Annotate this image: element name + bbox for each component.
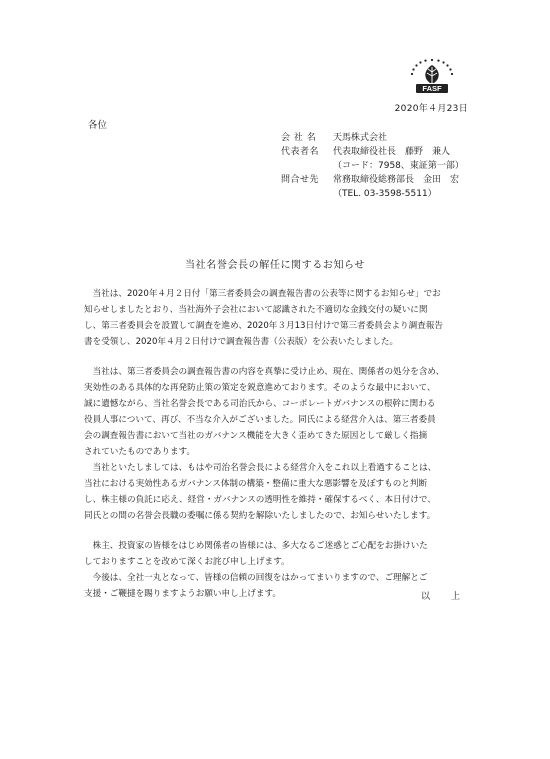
stock-code: （コード：7958、東証第一部） <box>333 161 464 171</box>
paragraph-1 <box>84 286 472 350</box>
tel-row <box>281 187 464 201</box>
fasf-logo <box>404 56 460 96</box>
addressee: 各位 <box>88 120 108 131</box>
representative-name: 代表取締役社長 藤野 兼人 <box>333 147 451 157</box>
contact-label: 問合せ先 <box>281 175 320 185</box>
sender-block <box>281 131 464 201</box>
contact-tel: （TEL. 03-3598-5511） <box>333 189 437 199</box>
company-label: 会 社 名 <box>281 133 317 143</box>
body-line: 当社といたしましては、もはや司治名誉会長による経営介入をこれ以上看過することは、 <box>84 463 437 473</box>
body-line: 株主、投資家の皆様をはじめ関係者の皆様には、多大なるご迷惑とご心配をお掛けいた <box>84 541 428 551</box>
body-line: 誠に遺憾ながら、当社名誉会長である司治氏から、コーポレートガバナンスの根幹に関わる <box>84 399 436 409</box>
body-line: 役員人事について、再び、不当な介入がございました。同氏による経営介入は、第三者委員 <box>84 415 436 425</box>
body-line: 会の調査報告書において当社のガバナンス機能を大きく歪めてきた原因として厳しく指摘 <box>84 431 428 441</box>
body-line: 支援・ご鞭撻を賜りますようお願い申し上げます。 <box>84 589 281 599</box>
company-name: 天馬株式会社 <box>333 133 388 143</box>
body-line: 当社における実効性あるガバナンス体制の構築・整備に重大な悪影響を及ぼすものと判断 <box>84 479 428 489</box>
code-row <box>281 159 464 173</box>
fasf-logo-icon <box>404 56 460 96</box>
document-body <box>84 286 472 602</box>
body-line: されていたものであります。 <box>84 447 196 457</box>
representative-label: 代表者名 <box>281 147 320 157</box>
release-date: 2020年４月23日 <box>394 104 468 114</box>
closing-mark: 以 上 <box>420 592 466 602</box>
contact-person: 常務取締役総務部長 金田 宏 <box>333 175 460 185</box>
body-line: 書を受領し、2020年４月２日付けで調査報告書（公表版）を公表いたしました。 <box>84 337 399 347</box>
paragraph-2 <box>84 364 472 524</box>
contact-row <box>281 173 464 187</box>
body-line: し、第三者委員会を設置して調査を進め、2020年３月13日付けで第三者委員会より調査報告 <box>84 321 444 331</box>
body-line: 同氏との間の名誉会長職の委嘱に係る契約を解除いたしましたので、お知らせいたします。 <box>84 511 436 521</box>
body-line: 実効性のある具体的な再発防止策の策定を鋭意進めております。そのような最中において、 <box>84 383 436 393</box>
body-line: しておりますことを改めて深くお詫び申し上げます。 <box>84 557 290 567</box>
body-line: 今後は、全社一丸となって、皆様の信頼の回復をはかってまいりますので、ご理解とご <box>84 573 428 583</box>
paragraph-gap <box>84 524 472 538</box>
document-title: 当社名誉会長の解任に関するお知らせ <box>185 260 365 271</box>
company-row <box>281 131 464 145</box>
body-line: 当社は、第三者委員会の調査報告書の内容を真摯に受け止め、現在、関係者の処分を含め、 <box>84 367 445 377</box>
body-line: 当社は、2020年４月２日付「第三者委員会の調査報告書の公表等に関するお知らせ」でお <box>84 289 441 299</box>
paragraph-3 <box>84 538 472 602</box>
body-line: 知らせしましたとおり、当社海外子会社において認識された不適切な金銭交付の疑いに関 <box>84 305 428 315</box>
representative-row <box>281 145 464 159</box>
logo-lettering: FASF <box>422 84 442 94</box>
paragraph-gap <box>84 350 472 364</box>
body-line: し、株主様の負託に応え、経営・ガバナンスの透明性を維持・確保するべく、本日付けで、 <box>84 495 436 505</box>
